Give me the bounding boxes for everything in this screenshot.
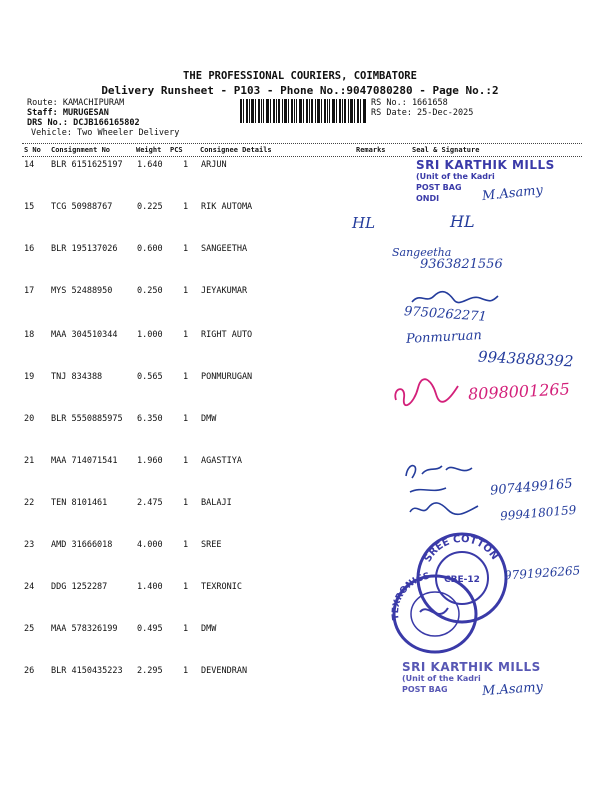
- staff-label: Staff:: [27, 108, 58, 118]
- row-sno: 26: [24, 666, 35, 676]
- row-consignee: TEXRONIC: [201, 582, 242, 592]
- row-pcs: 1: [183, 244, 189, 254]
- row-weight: 0.225: [137, 202, 163, 212]
- header-rule-bottom: [22, 156, 582, 157]
- row-weight: 2.295: [137, 666, 163, 676]
- row-consignee: SREE: [201, 540, 222, 550]
- texronics-stamp-arc: TEXRONICS: [390, 571, 431, 621]
- row-consignment: MAA 578326199: [51, 624, 118, 634]
- col-remarks: Remarks: [356, 146, 386, 154]
- svg-text:SREE COTTON: [422, 534, 500, 564]
- row-consignment: BLR 6151625197: [51, 160, 123, 170]
- row-consignment: MAA 714071541: [51, 456, 118, 466]
- signature-19: [392, 378, 462, 408]
- row-pcs: 1: [183, 414, 189, 424]
- row-weight: 6.350: [137, 414, 163, 424]
- phone-16: 9363821556: [420, 257, 503, 272]
- row-pcs: 1: [183, 330, 189, 340]
- table-row: [0, 414, 600, 454]
- row-sno: 24: [24, 582, 35, 592]
- name-18: Ponmuruan: [405, 328, 483, 347]
- row-weight: 0.250: [137, 286, 163, 296]
- phone-19: 8098001265: [467, 379, 571, 404]
- row-weight: 1.400: [137, 582, 163, 592]
- row-consignee: AGASTIYA: [201, 456, 242, 466]
- table-row: [0, 624, 600, 664]
- row-pcs: 1: [183, 582, 189, 592]
- col-sno: S No: [24, 146, 41, 154]
- row-sno: 15: [24, 202, 35, 212]
- barcode: [240, 99, 366, 123]
- phone-21: 9074499165: [489, 476, 574, 499]
- rs-number: RS No.: 1661658: [371, 98, 448, 108]
- row-pcs: 1: [183, 540, 189, 550]
- phone-23: 9791926265: [503, 563, 581, 583]
- row-consignment: BLR 195137026: [51, 244, 118, 254]
- signature-21: [402, 456, 482, 496]
- row-sno: 22: [24, 498, 35, 508]
- mill-stamp-ondi: ONDI: [416, 194, 440, 203]
- drs-number: DCJB166165802: [73, 118, 140, 128]
- row-sno: 20: [24, 414, 35, 424]
- col-pcs: PCS: [170, 146, 183, 154]
- company-title: THE PROFESSIONAL COURIERS, COIMBATORE: [183, 70, 417, 82]
- row-pcs: 1: [183, 372, 189, 382]
- mill-stamp-post: POST BAG: [416, 183, 462, 192]
- mill-stamp-2-name: SRI KARTHIK MILLS: [402, 660, 541, 674]
- signature-26: M.Asamy: [481, 679, 544, 700]
- phone-22: 9994180159: [499, 502, 577, 524]
- row-weight: 0.600: [137, 244, 163, 254]
- col-seal: Seal & Signature: [412, 146, 480, 154]
- row-pcs: 1: [183, 202, 189, 212]
- col-weight: Weight: [136, 146, 162, 154]
- row-consignee: JEYAKUMAR: [201, 286, 248, 296]
- row-weight: 1.960: [137, 456, 163, 466]
- header-rule-top: [22, 143, 582, 144]
- staff-name: MURUGESAN: [62, 108, 109, 118]
- mill-stamp-2-post: POST BAG: [402, 685, 448, 694]
- name-16: Sangeetha: [392, 246, 452, 259]
- route-info: [27, 98, 179, 138]
- row-sno: 25: [24, 624, 35, 634]
- row-pcs: 1: [183, 666, 189, 676]
- signature-17: [410, 290, 500, 306]
- mill-stamp-sub: (Unit of the Kadri: [416, 172, 495, 181]
- runsheet-title: Delivery Runsheet - P103 - Phone No.:9047080280 - Page No.:2: [101, 84, 499, 97]
- rs-date: RS Date: 25-Dec-2025: [371, 108, 474, 118]
- row-sno: 21: [24, 456, 35, 466]
- row-weight: 2.475: [137, 498, 163, 508]
- row-consignee: BALAJI: [201, 498, 232, 508]
- col-consignment: Consignment No: [51, 146, 111, 154]
- signature-14: M.Asamy: [481, 182, 544, 205]
- row-consignment: MAA 304510344: [51, 330, 118, 340]
- col-consignee: Consignee Details: [200, 146, 272, 154]
- cotton-stamp-center: CBE-12: [444, 575, 480, 585]
- mill-stamp-name: SRI KARTHIK MILLS: [416, 158, 555, 172]
- row-consignee: SANGEETHA: [201, 244, 248, 254]
- row-sno: 23: [24, 540, 35, 550]
- row-consignee: ARJUN: [201, 160, 227, 170]
- drs-label: DRS No.:: [27, 118, 68, 128]
- row-weight: 0.495: [137, 624, 163, 634]
- row-consignee: DMW: [201, 624, 217, 634]
- vehicle-text: Vehicle: Two Wheeler Delivery: [31, 128, 180, 138]
- row-weight: 0.565: [137, 372, 163, 382]
- table-row: [0, 202, 600, 242]
- texronics-stamp: [390, 572, 480, 656]
- row-consignment: MYS 52488950: [51, 286, 113, 296]
- row-pcs: 1: [183, 498, 189, 508]
- phone-17: 9750262271: [403, 304, 488, 325]
- row-pcs: 1: [183, 624, 189, 634]
- row-sno: 17: [24, 286, 35, 296]
- row-pcs: 1: [183, 160, 189, 170]
- row-consignment: BLR 4150435223: [51, 666, 123, 676]
- mill-stamp-2-sub: (Unit of the Kadri: [402, 674, 481, 683]
- remark-15: HL: [352, 214, 376, 232]
- table-row: [0, 286, 600, 326]
- phone-18: 9943888392: [477, 347, 574, 371]
- table-row: [0, 582, 600, 622]
- row-sno: 16: [24, 244, 35, 254]
- row-consignment: BLR 5550885975: [51, 414, 123, 424]
- row-weight: 1.000: [137, 330, 163, 340]
- row-consignee: DMW: [201, 414, 217, 424]
- row-consignment: DDG 1252287: [51, 582, 108, 592]
- rs-info: [371, 98, 473, 118]
- row-pcs: 1: [183, 456, 189, 466]
- table-row: [0, 244, 600, 284]
- row-consignment: AMD 31666018: [51, 540, 113, 550]
- route-text: Route: KAMACHIPURAM: [27, 98, 125, 108]
- row-weight: 1.640: [137, 160, 163, 170]
- row-sno: 19: [24, 372, 35, 382]
- row-consignment: TNJ 834388: [51, 372, 103, 382]
- row-pcs: 1: [183, 286, 189, 296]
- row-sno: 18: [24, 330, 35, 340]
- row-sno: 14: [24, 160, 35, 170]
- row-consignee: PONMURUGAN: [201, 372, 253, 382]
- row-consignment: TCG 50988767: [51, 202, 113, 212]
- row-weight: 4.000: [137, 540, 163, 550]
- row-consignee: RIGHT AUTO: [201, 330, 253, 340]
- cotton-stamp-arc: SREE COTTON: [422, 533, 501, 565]
- signature-22: [408, 498, 488, 520]
- row-consignment: TEN 8101461: [51, 498, 108, 508]
- row-consignee: RIK AUTOMA: [201, 202, 253, 212]
- signature-15: HL: [450, 212, 475, 231]
- row-consignee: DEVENDRAN: [201, 666, 248, 676]
